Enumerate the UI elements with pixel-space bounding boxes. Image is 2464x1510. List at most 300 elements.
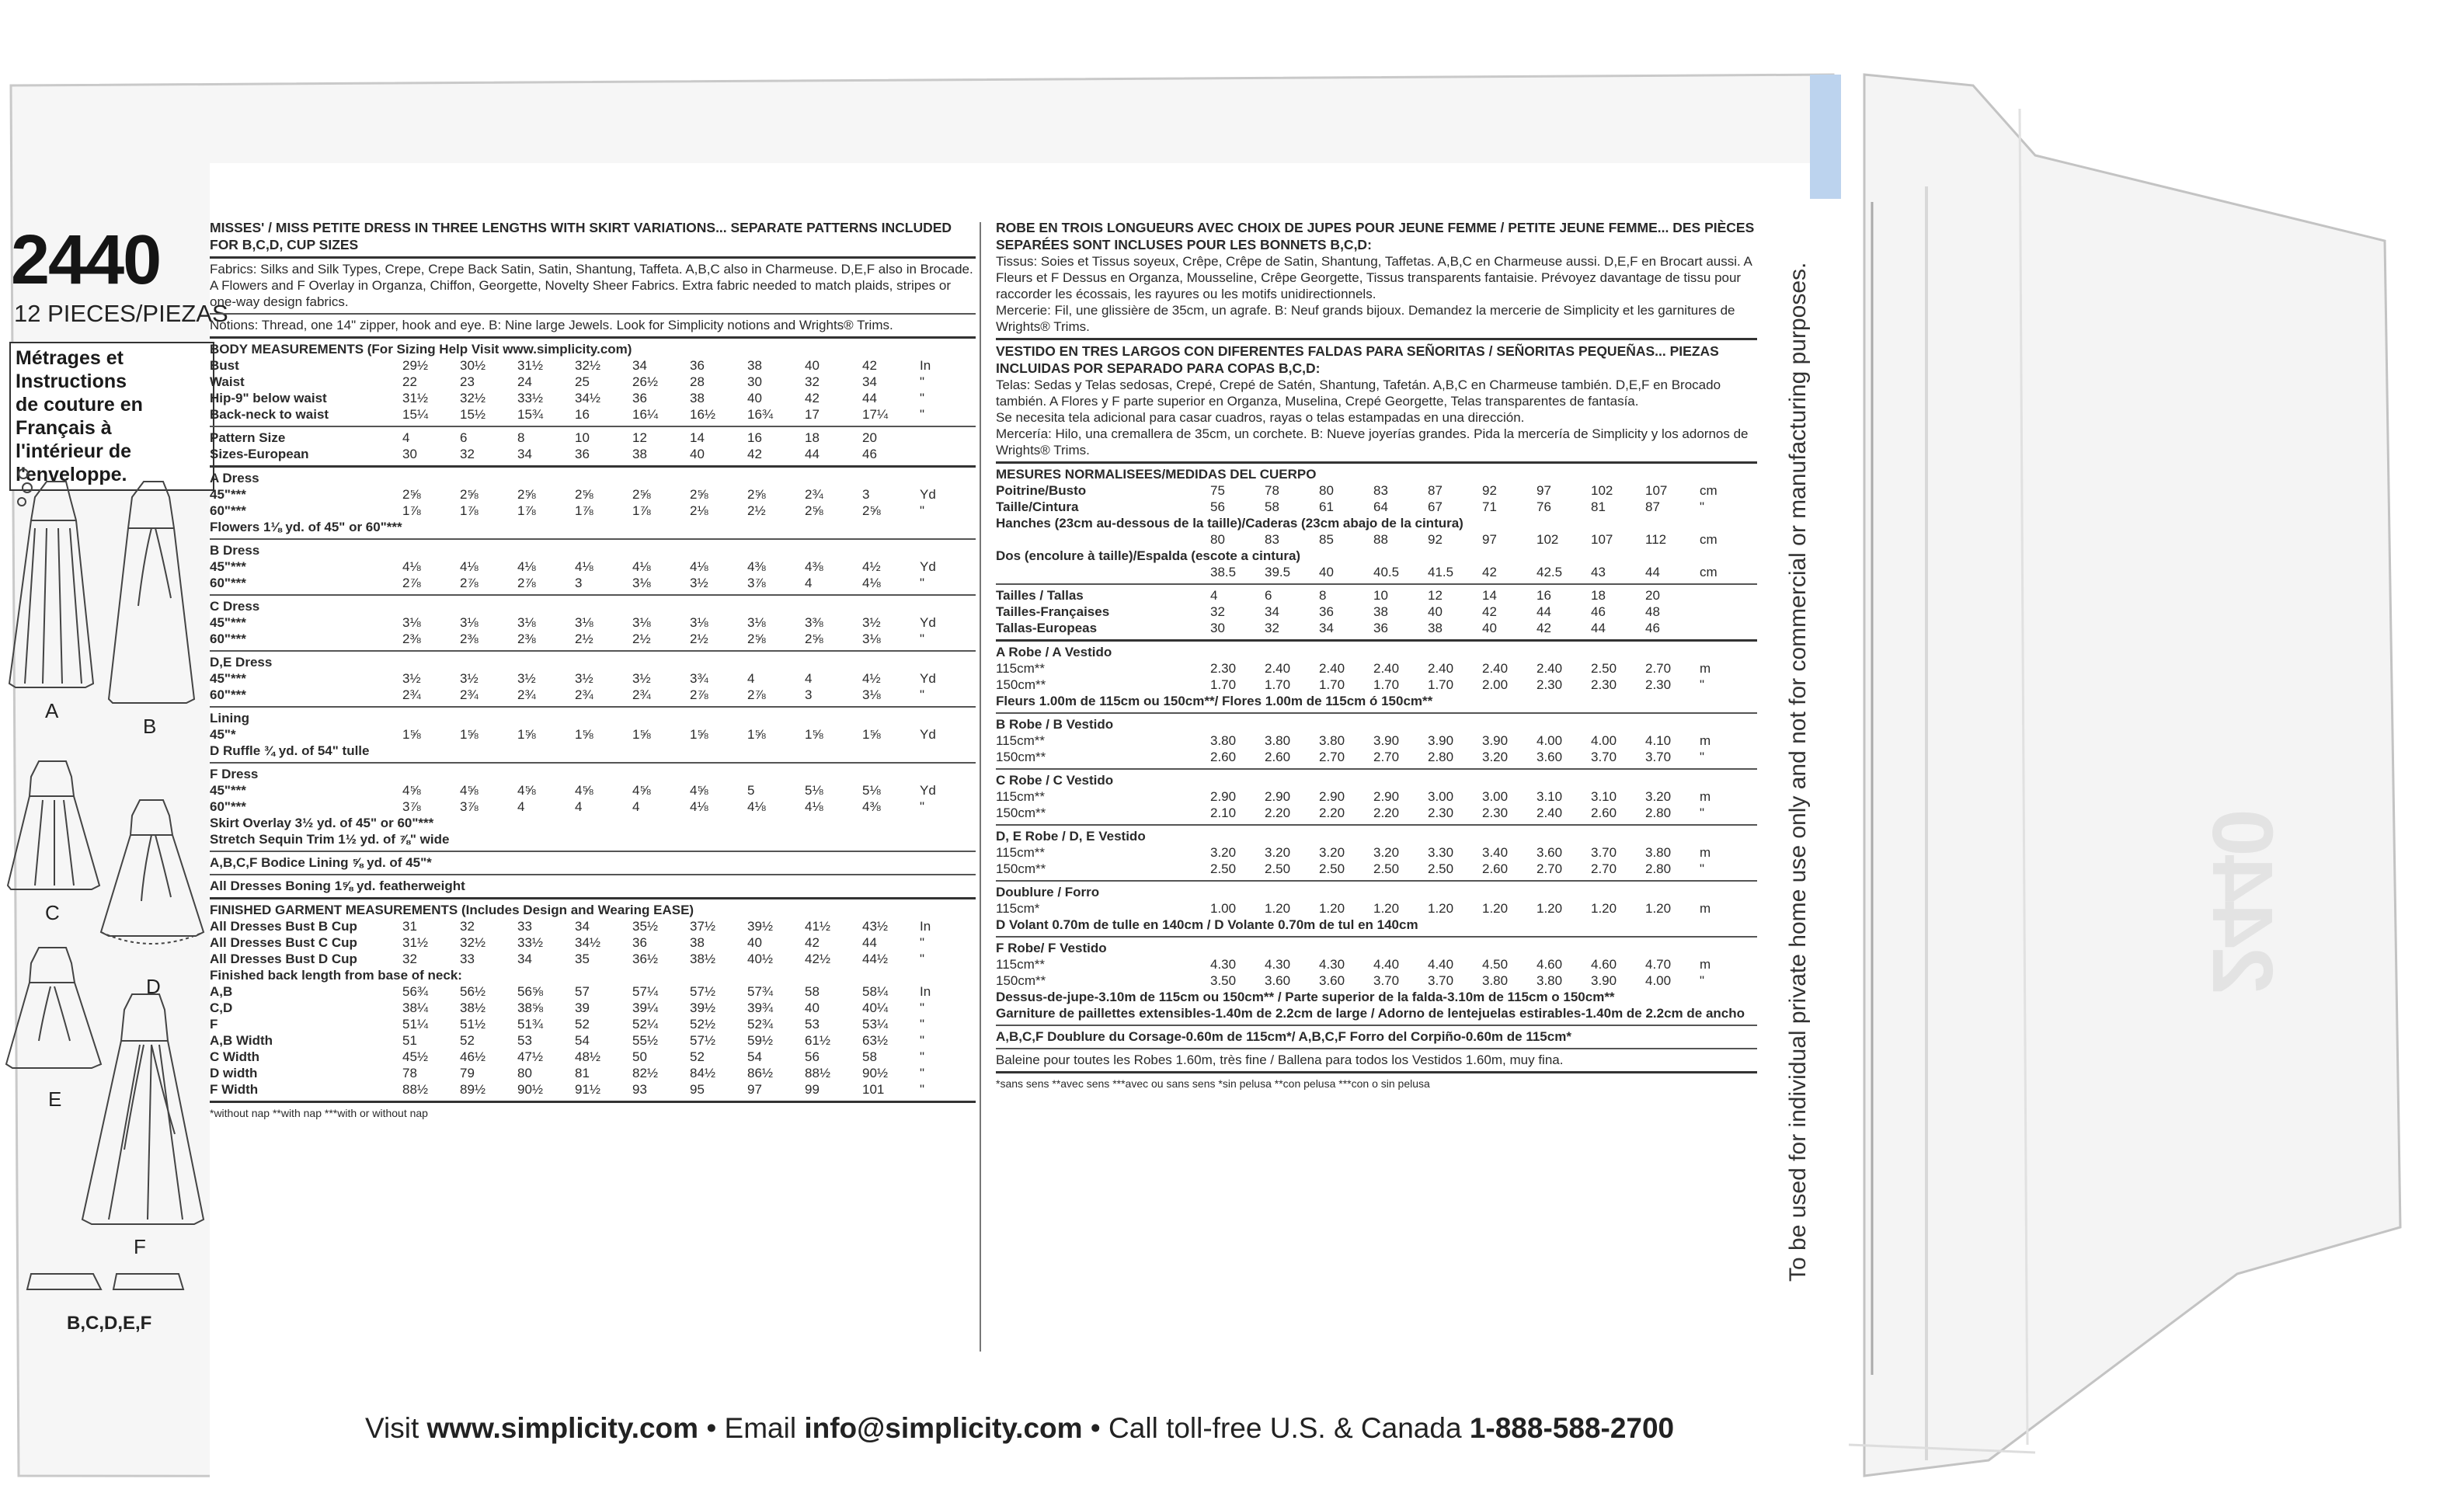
cell-value: 44 (1591, 621, 1606, 635)
unit-label: " (920, 503, 925, 518)
row-label: F (210, 1017, 218, 1032)
cell-value: 34½ (575, 391, 601, 405)
cell-value: 1.70 (1210, 677, 1237, 692)
cell-value: 4⅝ (517, 783, 536, 798)
website-link[interactable]: www.simplicity.com (426, 1412, 699, 1444)
table-row (210, 406, 976, 423)
unit-label: " (920, 576, 925, 590)
cell-value: 38 (747, 358, 762, 373)
table-row (996, 749, 1757, 765)
view-name: F Dress (210, 767, 259, 781)
cell-value: 4.30 (1265, 957, 1291, 972)
cell-value: 2⅞ (460, 576, 479, 590)
cell-value: 99 (805, 1082, 820, 1097)
view-note: D Ruffle ¾ yd. of 54" tulle (210, 743, 370, 758)
cell-value: 50 (632, 1049, 647, 1064)
cell-value: 40 (1428, 604, 1443, 619)
divider (210, 650, 976, 652)
view-note: Skirt Overlay 3½ yd. of 45" or 60"*** (210, 816, 434, 830)
row-label: 150cm** (996, 805, 1046, 820)
telas-text-2: Se necesita tela adicional para casar cuadros, rayas o telas estampadas en una dirección. (996, 410, 1525, 425)
table-row (210, 782, 976, 798)
row-label: Sizes-European (210, 447, 309, 461)
cell-value: 55½ (632, 1033, 659, 1048)
cell-value: 31½ (517, 358, 544, 373)
cell-value: 3½ (402, 671, 421, 686)
cell-value: 1.70 (1428, 677, 1454, 692)
cell-value: 2.50 (1265, 861, 1291, 876)
cell-value: 3.20 (1319, 845, 1345, 860)
unit-label: " (920, 1033, 925, 1048)
unit-label: Yd (920, 727, 936, 742)
cell-value: 83 (1373, 483, 1388, 498)
cell-value: 31½ (402, 935, 429, 950)
cell-value: 2.90 (1210, 789, 1237, 804)
unit-label: Yd (920, 671, 936, 686)
table-row (210, 374, 976, 390)
view-name: C Robe / C Vestido (996, 773, 1114, 788)
cell-value: 36 (632, 391, 647, 405)
cell-value: 42 (805, 935, 820, 950)
view-name: C Dress (210, 599, 260, 614)
cell-value: 2⅞ (690, 687, 708, 702)
table-row (996, 861, 1757, 877)
view-name: B Dress (210, 543, 260, 558)
cell-value: 3½ (862, 615, 881, 630)
cell-value: 36 (575, 447, 590, 461)
divider (210, 706, 976, 708)
row-label: All Dresses Bust D Cup (210, 952, 357, 966)
cell-value: 3.60 (1265, 973, 1291, 988)
cell-value: 76 (1537, 499, 1551, 514)
cell-value: 4⅛ (805, 799, 823, 814)
cell-value: 3⅛ (690, 615, 708, 630)
table-row (210, 446, 976, 462)
cell-value: 2.30 (1645, 677, 1672, 692)
cell-value: 36½ (632, 952, 659, 966)
cell-value: 3.90 (1428, 733, 1454, 748)
cell-value: 44 (1537, 604, 1551, 619)
divider (996, 880, 1757, 882)
cell-value: 88½ (402, 1082, 429, 1097)
cell-value: 4⅛ (690, 799, 708, 814)
cell-value: 97 (1482, 532, 1497, 547)
cell-value: 1⅞ (517, 503, 536, 518)
cell-value: 8 (517, 430, 525, 445)
cell-value: 3.80 (1210, 733, 1237, 748)
cell-value: 95 (690, 1082, 705, 1097)
cell-value: 51 (402, 1033, 417, 1048)
cell-value: 14 (1482, 588, 1497, 603)
row-label: D width (210, 1066, 258, 1080)
cell-value: 20 (862, 430, 877, 445)
row-label: Bust (210, 358, 239, 373)
unit-label: " (920, 374, 925, 389)
cell-value: 4⅛ (747, 799, 766, 814)
cell-value: 17 (805, 407, 820, 422)
cell-value: 4⅜ (862, 799, 881, 814)
unit-label: m (1700, 901, 1711, 916)
cell-value: 4⅝ (690, 783, 708, 798)
cell-value: 2⅝ (690, 487, 708, 502)
pattern-number: 2440 (11, 221, 161, 299)
cell-value: 1⅞ (460, 503, 479, 518)
cell-value: 2⅞ (517, 576, 536, 590)
cell-value: 2.20 (1373, 805, 1400, 820)
cell-value: 1⅝ (460, 727, 479, 742)
view-name: B Robe / B Vestido (996, 717, 1114, 732)
cell-value: 52 (690, 1049, 705, 1064)
row-label: 45"*** (210, 783, 246, 798)
cell-value: 107 (1591, 532, 1613, 547)
row-label: A,B Width (210, 1033, 273, 1048)
cell-value: 3 (805, 687, 813, 702)
divider (996, 768, 1757, 770)
cell-value: 52½ (690, 1017, 716, 1032)
cell-value: 42 (862, 358, 877, 373)
table-row (210, 357, 976, 374)
unit-label: " (1700, 750, 1705, 764)
doublure-corsage: A,B,C,F Doublure du Corsage-0.60m de 115cm*/ A,B,C,F Forro del Corpiño-0.60m de 115cm* (996, 1029, 1571, 1044)
cell-value: 45½ (402, 1049, 429, 1064)
cell-value: 6 (1265, 588, 1272, 603)
cell-value: 4.50 (1482, 957, 1509, 972)
cell-value: 71 (1482, 499, 1497, 514)
table-row (210, 918, 976, 934)
cell-value: 42 (1482, 604, 1497, 619)
row-label: 150cm** (996, 750, 1046, 764)
row-label: All Dresses Bust B Cup (210, 919, 357, 934)
cell-value: 52 (460, 1033, 475, 1048)
row-label: 45"*** (210, 671, 246, 686)
cell-value: 15½ (460, 407, 486, 422)
cell-value: 38 (690, 935, 705, 950)
cell-value: 2.50 (1210, 861, 1237, 876)
table-row (210, 1049, 976, 1065)
email-link[interactable]: info@simplicity.com (804, 1412, 1083, 1444)
row-label: 45"*** (210, 615, 246, 630)
cell-value: 22 (402, 374, 417, 389)
pieces-count: 12 PIECES/PIEZAS (14, 300, 228, 327)
cell-value: 4⅛ (402, 559, 421, 574)
unit-label: " (1700, 499, 1705, 514)
cell-value: 2⅝ (517, 487, 536, 502)
dos-row (996, 564, 1757, 580)
cell-value: 86½ (747, 1066, 774, 1080)
cell-value: 97 (747, 1082, 762, 1097)
body-measurements-table (210, 357, 976, 423)
cell-value: 3.40 (1482, 845, 1509, 860)
row-label: Pattern Size (210, 430, 286, 445)
unit-label: " (1700, 973, 1705, 988)
view-name: Doublure / Forro (996, 885, 1100, 899)
table-row (210, 934, 976, 951)
cell-value: 28 (690, 374, 705, 389)
table-row (210, 798, 976, 815)
view-note: Flowers 1⅛ yd. of 45" or 60"*** (210, 520, 402, 534)
cell-value: 58 (1265, 499, 1279, 514)
cell-value: 3⅜ (805, 615, 823, 630)
cell-value: 4.40 (1373, 957, 1400, 972)
cell-value: 5⅛ (805, 783, 823, 798)
cell-value: 1.00 (1210, 901, 1237, 916)
cell-value: 16¼ (632, 407, 659, 422)
cell-value: 25 (575, 374, 590, 389)
unit-label: m (1700, 733, 1711, 748)
table-row (210, 983, 976, 1000)
cell-value: 39.5 (1265, 565, 1291, 579)
cell-value: 32½ (575, 358, 601, 373)
cell-value: 97 (1537, 483, 1551, 498)
divider (210, 851, 976, 852)
cell-value: 1⅞ (632, 503, 651, 518)
cell-value: 2⅛ (690, 503, 708, 518)
cell-value: 89½ (460, 1082, 486, 1097)
cell-value: 1⅝ (402, 727, 421, 742)
view-label: F (134, 1235, 146, 1258)
cell-value: 40.5 (1373, 565, 1400, 579)
unit-label: " (920, 407, 925, 422)
table-row (996, 677, 1757, 693)
cell-value: 5 (747, 783, 755, 798)
cell-value: 3⅛ (517, 615, 536, 630)
view-name: D, E Robe / D, E Vestido (996, 829, 1146, 844)
row-label: 115cm** (996, 789, 1045, 804)
cell-value: 36 (690, 358, 705, 373)
cell-value: 3.00 (1428, 789, 1454, 804)
back-length-header: Finished back length from base of neck: (210, 968, 462, 983)
cell-value: 34 (862, 374, 877, 389)
unit-label: cm (1700, 565, 1717, 579)
cell-value: 102 (1591, 483, 1613, 498)
finished-table (210, 918, 976, 967)
cell-value: 3.70 (1373, 973, 1400, 988)
cell-value: 32 (402, 952, 417, 966)
cell-value: 33 (517, 919, 532, 934)
cell-value: 3.80 (1265, 733, 1291, 748)
cell-value: 33½ (517, 935, 544, 950)
cell-value: 3½ (460, 671, 479, 686)
cell-value: 43½ (862, 919, 889, 934)
cell-value: 2⅜ (402, 631, 421, 646)
cell-value: 2.10 (1210, 805, 1237, 820)
table-row (210, 503, 976, 519)
cell-value: 3.70 (1428, 973, 1454, 988)
cell-value: 75 (1210, 483, 1225, 498)
divider (996, 712, 1757, 714)
cell-value: 15¾ (517, 407, 544, 422)
unit-label: " (920, 1066, 925, 1080)
cell-value: 2.30 (1482, 805, 1509, 820)
cell-value: 44 (1645, 565, 1660, 579)
cell-value: 87 (1645, 499, 1660, 514)
cell-value: 53 (805, 1017, 820, 1032)
cell-value: 3.20 (1265, 845, 1291, 860)
divider (996, 936, 1757, 938)
cell-value: 54 (575, 1033, 590, 1048)
cell-value: 85 (1319, 532, 1334, 547)
row-label: 115cm** (996, 733, 1045, 748)
table-row (996, 972, 1757, 989)
table-row (210, 1000, 976, 1016)
cell-value: 83 (1265, 532, 1279, 547)
cell-value: 80 (1319, 483, 1334, 498)
row-label: 60"*** (210, 631, 246, 646)
cell-value: 34 (517, 447, 532, 461)
cell-value: 38¼ (402, 1000, 429, 1015)
cell-value: 2½ (747, 503, 766, 518)
cell-value: 2.30 (1210, 661, 1237, 676)
cell-value: 2⅝ (805, 631, 823, 646)
cell-value: 2½ (690, 631, 708, 646)
unit-label: m (1700, 957, 1711, 972)
cell-value: 2.70 (1645, 661, 1672, 676)
cell-value: 46 (1591, 604, 1606, 619)
row-label: 60"*** (210, 799, 246, 814)
cell-value: 2.30 (1591, 677, 1617, 692)
cell-value: 3.70 (1591, 845, 1617, 860)
row-label: 60"*** (210, 687, 246, 702)
view-label: A (45, 699, 59, 722)
unit-label: m (1700, 789, 1711, 804)
cell-value: 4.00 (1645, 973, 1672, 988)
row-label: Poitrine/Busto (996, 483, 1087, 498)
cell-value: 16 (575, 407, 590, 422)
cell-value: 44 (862, 391, 877, 405)
cell-value: 29½ (402, 358, 429, 373)
cell-value: 3.20 (1373, 845, 1400, 860)
cell-value: 1.20 (1591, 901, 1617, 916)
mesures-header: MESURES NORMALISEES/MEDIDAS DEL CUERPO (996, 467, 1317, 482)
cell-value: 78 (1265, 483, 1279, 498)
cell-value: 1.20 (1265, 901, 1291, 916)
unit-label: cm (1700, 483, 1717, 498)
cell-value: 2.40 (1373, 661, 1400, 676)
cell-value: 2⅝ (402, 487, 421, 502)
row-label: C,D (210, 1000, 233, 1015)
cell-value: 3 (575, 576, 583, 590)
fabrics-text: Fabrics: Silks and Silk Types, Crepe, Crepe Back Satin, Satin, Shantung, Taffeta. A,B,C also in Charmeuse. D,E,F also in Brocade. A Flowers and F Overlay in Organza, Chiffon, Georgette, Novelty Sheer Fabrics. Extra fabric needed to match plaids, stripes or one-way design fabrics. (210, 262, 973, 309)
cell-value: 1.70 (1373, 677, 1400, 692)
cell-value: 2.70 (1537, 861, 1563, 876)
row-label: 45"* (210, 727, 236, 742)
cell-value: 2.50 (1373, 861, 1400, 876)
cell-value: 16 (747, 430, 762, 445)
cell-value: 2¾ (632, 687, 651, 702)
cell-value: 44 (805, 447, 820, 461)
cell-value: 34 (517, 952, 532, 966)
finished-measurements-header: FINISHED GARMENT MEASUREMENTS (Includes Design and Wearing EASE) (210, 903, 694, 917)
cell-value: 57½ (690, 1033, 716, 1048)
contact-footer (365, 1412, 1674, 1445)
row-label: Tallas-Europeas (996, 621, 1098, 635)
row-label: A,B (210, 984, 233, 999)
view-name: A Dress (210, 471, 259, 485)
cell-value: 35 (575, 952, 590, 966)
cell-value: 18 (805, 430, 820, 445)
cell-value: 4 (1210, 588, 1218, 603)
cell-value: 37½ (690, 919, 716, 934)
email-label: • Email (698, 1412, 805, 1444)
cell-value: 3⅛ (632, 615, 651, 630)
cell-value: 90½ (862, 1066, 889, 1080)
cell-value: 47½ (517, 1049, 544, 1064)
row-label: 60"*** (210, 576, 246, 590)
cell-value: 2¾ (517, 687, 536, 702)
row-label: 150cm** (996, 973, 1046, 988)
row-label: All Dresses Bust C Cup (210, 935, 357, 950)
table-row (996, 660, 1757, 677)
cell-value: 1⅝ (575, 727, 593, 742)
table-row (210, 1032, 976, 1049)
cell-value: 2¾ (460, 687, 479, 702)
dos-label: Dos (encolure à taille)/Espalda (escote a cintura) (996, 548, 1301, 563)
cell-value: 2.50 (1591, 661, 1617, 676)
cell-value: 15¼ (402, 407, 429, 422)
unit-label: m (1700, 661, 1711, 676)
cell-value: 2.60 (1210, 750, 1237, 764)
cell-value: 38½ (690, 952, 716, 966)
cell-value: 2.80 (1645, 805, 1672, 820)
table-row (996, 482, 1757, 499)
unit-label: " (920, 391, 925, 405)
cell-value: 3.60 (1537, 845, 1563, 860)
cell-value: 46 (862, 447, 877, 461)
cell-value: 2.70 (1373, 750, 1400, 764)
cell-value: 16½ (690, 407, 716, 422)
cell-value: 30 (1210, 621, 1225, 635)
notions-text: Notions: Thread, one 14" zipper, hook and eye. B: Nine large Jewels. Look for Simplicity notions and Wrights® Trims. (210, 318, 893, 332)
body-measurements-header: BODY MEASUREMENTS (For Sizing Help Visit www.simplicity.com) (210, 342, 632, 357)
cell-value: 2.40 (1482, 661, 1509, 676)
cell-value: 39¾ (747, 1000, 774, 1015)
table-row (210, 726, 976, 743)
cell-value: 42 (1482, 565, 1497, 579)
table-row (210, 558, 976, 575)
cell-value: 4⅛ (460, 559, 479, 574)
cell-value: 59½ (747, 1033, 774, 1048)
cell-value: 1.20 (1645, 901, 1672, 916)
cell-value: 1.20 (1482, 901, 1509, 916)
table-row (210, 631, 976, 647)
cell-value: 2.50 (1428, 861, 1454, 876)
cell-value: 38 (1428, 621, 1443, 635)
table-row (996, 499, 1757, 515)
cell-value: 1.20 (1537, 901, 1563, 916)
cell-value: 57¼ (632, 984, 659, 999)
call-label: • Call toll-free U.S. & Canada (1082, 1412, 1470, 1444)
table-row (210, 687, 976, 703)
cell-value: 2.30 (1537, 677, 1563, 692)
cell-value: 3.90 (1373, 733, 1400, 748)
table-row (210, 1065, 976, 1081)
cell-value: 2.40 (1537, 661, 1563, 676)
divider (210, 538, 976, 540)
cell-value: 14 (690, 430, 705, 445)
cell-value: 82½ (632, 1066, 659, 1080)
view-label: D (146, 975, 161, 998)
view-note: Garniture de paillettes extensibles-1.40m de 2.2cm de large / Adorno de lentejuelas estirables-1.40m de 2.2cm de ancho (996, 1006, 1745, 1021)
view-note: Dessus-de-jupe-3.10m de 115cm ou 150cm** / Parte superior de la falda-3.10m de 115cm o 150cm** (996, 990, 1615, 1004)
row-label: F Width (210, 1082, 259, 1097)
boning-text: All Dresses Boning 1⅝ yd. featherweight (210, 879, 465, 893)
cell-value: 3.20 (1482, 750, 1509, 764)
cell-value: 81 (575, 1066, 590, 1080)
flap-bleed-through: 2440 (2194, 810, 2290, 994)
unit-label: " (920, 799, 925, 814)
cell-value: 40 (805, 358, 820, 373)
cell-value: 4.70 (1645, 957, 1672, 972)
